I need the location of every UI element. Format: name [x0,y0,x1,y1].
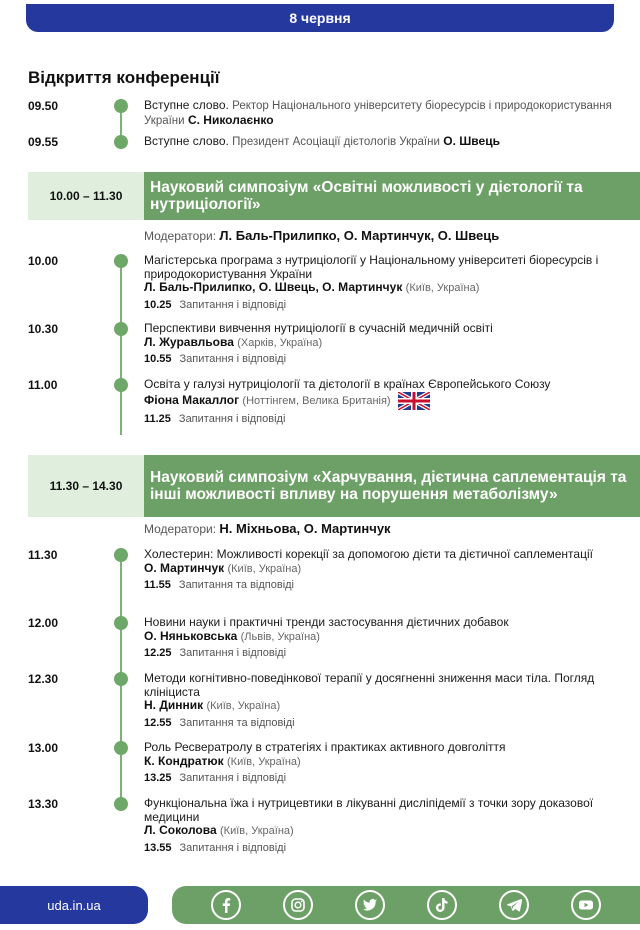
item-city: (Київ, Україна) [220,825,294,837]
item-speaker: С. Николаєнко [187,112,274,127]
timeline-dot [114,616,128,630]
opening-title: Відкриття конференції [28,68,220,87]
qa-label: Запитання і відповіді [179,353,287,365]
item-city: (Київ, Україна) [206,700,281,712]
moderators-names: Н. Міхньова, О. Мартинчук [219,521,391,536]
item-time: 09.50 [28,99,59,113]
qa-time: 11.55 [144,579,171,591]
moderators [144,228,499,243]
item-time: 12.30 [28,672,59,686]
twitter-icon[interactable] [355,890,385,920]
timeline-dot [114,99,128,113]
date-header: 8 червня [26,4,614,32]
symposium-time: 11.30 – 14.30 [49,479,123,493]
item-city: (Харків, Україна) [237,336,323,349]
item-city: (Київ, Україна) [405,282,480,294]
symposium-1-header [28,172,640,220]
item-title: Освіта у галузі нутриціології та дієтології в країнах Європейського Союзу [144,377,551,391]
uk-flag-icon [398,392,430,410]
qa-label: Запитання і відповіді [179,841,287,854]
item-time: 13.00 [28,741,59,755]
symposium-2-header [28,455,640,517]
item-time: 11.00 [28,378,58,392]
item-time: 13.30 [28,797,59,811]
qa-label: Запитання та відповіді [179,716,295,729]
tiktok-icon[interactable] [427,890,457,920]
qa-label: Запитання і відповіді [179,647,287,659]
timeline-line [120,259,122,435]
item-city: (Львів, Україна) [240,630,320,643]
timeline-dot [114,797,128,811]
moderators-label: Модератори: [144,229,217,243]
moderators-label: Модератори: [144,522,217,536]
qa-label: Запитання та відповіді [178,579,294,591]
item-title: Перспективи вивчення нутриціології в сучасній медичній освіті [144,321,493,335]
symposium-title: Науковий симпозіум «Освітні можливості у дієтології та нутриціології» [144,172,640,220]
item-speaker: О. Мартинчук [144,560,225,575]
item-title: Новини науки і практичні тренди застосування дієтичних добавок [144,615,509,629]
timeline-dot [114,135,128,149]
website-link[interactable]: uda.in.ua [0,886,148,924]
item-title: Магістерська програма з нутриціології у Національному університеті біоресурсів і природокористування України [144,253,599,281]
social-bar [172,886,640,924]
item-title: Роль Ресвератролу в стратегіях і практиках активного довголіття [144,740,506,754]
youtube-icon[interactable] [571,890,601,920]
qa-time: 10.25 [144,298,172,311]
qa-label: Запитання і відповіді [179,772,287,784]
moderators-names: Л. Баль-Прилипко, О. Мартинчук, О. Швець [219,228,500,243]
qa-time: 11.25 [144,412,171,425]
item-title: Вступне слово. [144,98,229,112]
item-time: 09.55 [28,135,59,149]
item-title: Холестерин: Можливості корекції за допомогою дієти та дієтичної саплементації [144,547,593,561]
qa-label: Запитання і відповіді [178,412,286,425]
item-time: 12.00 [28,616,59,630]
item-title: Вступне слово. [144,134,229,148]
item-speaker: Л. Баль-Прилипко, О. Швець, О. Мартинчук [144,280,403,294]
item-desc: Президент Асоціації дієтологів України [232,136,440,148]
timeline-dot [114,548,128,562]
item-time: 10.30 [28,322,59,336]
item-title: Функціональна їжа і нутрицевтики в лікуванні дисліпідемії з точки зору доказової медицини [144,796,594,824]
qa-time: 12.25 [144,647,172,659]
qa-time: 10.55 [144,353,172,365]
timeline-dot [114,741,128,755]
timeline-dot [114,378,128,392]
item-title: Методи когнітивно-поведінкової терапії у досягненні зниження маси тіла. Погляд клініциста [144,671,595,699]
qa-label: Запитання і відповіді [179,298,287,311]
item-city: (Ноттінгем, Велика Британія) [242,394,391,407]
qa-time: 13.55 [144,841,172,854]
timeline-dot [114,672,128,686]
item-speaker: Н. Динник [144,698,204,712]
qa-time: 12.55 [144,716,172,729]
moderators [144,521,391,536]
item-desc: Ректор Національного університету біоресурсів і природокористування України [144,100,612,127]
item-speaker: Л. Соколова [144,823,217,837]
item-speaker: О. Няньковська [144,628,238,643]
facebook-icon[interactable] [211,890,241,920]
symposium-time: 10.00 – 11.30 [49,189,123,203]
qa-time: 13.25 [144,772,172,784]
instagram-icon[interactable] [283,890,313,920]
item-time: 11.30 [28,548,58,562]
item-speaker: К. Кондратюк [144,753,224,768]
timeline-dot [114,322,128,336]
item-speaker: Л. Журавльова [144,334,234,349]
symposium-title: Науковий симпозіум «Харчування, дієтична саплементація та інші можливості впливу на порушення метаболізму» [144,455,640,517]
item-city: (Київ, Україна) [227,562,302,575]
item-speaker: О. Швець [443,134,500,148]
timeline-dot [114,254,128,268]
item-city: (Київ, Україна) [227,755,301,768]
item-speaker: Фіона Макаллог [144,392,240,407]
item-time: 10.00 [28,254,59,268]
telegram-icon[interactable] [499,890,529,920]
